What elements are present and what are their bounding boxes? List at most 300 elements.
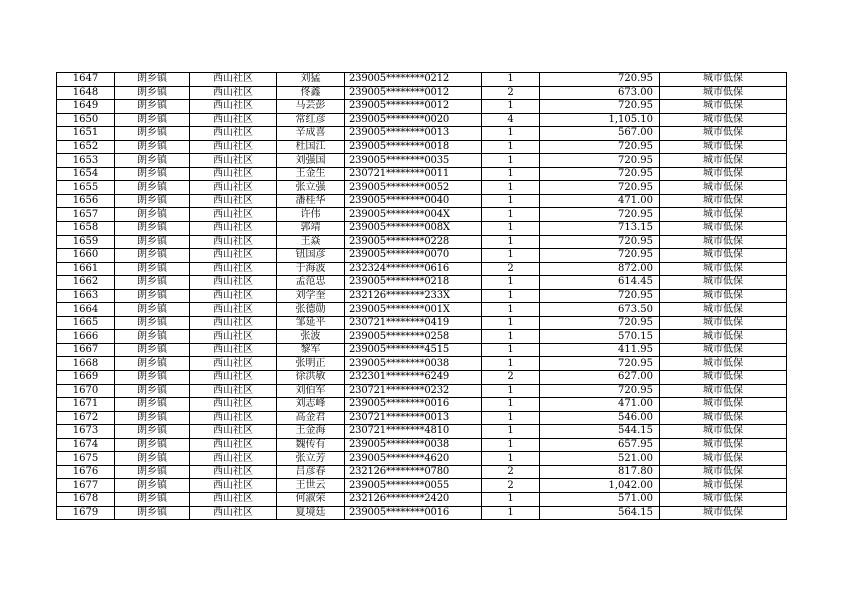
relief-type-cell: 城市低保 — [660, 127, 787, 141]
town-cell: 朗乡镇 — [115, 167, 190, 181]
community-cell: 西山社区 — [190, 86, 277, 100]
town-cell: 朗乡镇 — [115, 140, 190, 154]
community-cell: 西山社区 — [190, 465, 277, 479]
town-cell: 朗乡镇 — [115, 506, 190, 520]
row-number-cell: 1678 — [57, 492, 115, 506]
town-cell: 朗乡镇 — [115, 194, 190, 208]
row-number-cell: 1651 — [57, 127, 115, 141]
town-cell: 朗乡镇 — [115, 303, 190, 317]
id-number-cell: 239005********0012 — [345, 86, 482, 100]
household-size-cell: 2 — [482, 465, 540, 479]
id-number-cell: 239005********0070 — [345, 249, 482, 263]
community-cell: 西山社区 — [190, 140, 277, 154]
name-cell: 夏境廷 — [277, 506, 345, 520]
table-row — [57, 465, 787, 479]
id-number-cell: 239005********0218 — [345, 276, 482, 290]
table-row — [57, 357, 787, 371]
id-number-cell: 230721********0013 — [345, 411, 482, 425]
amount-cell: 673.50 — [540, 303, 660, 317]
table-row — [57, 506, 787, 520]
town-cell: 朗乡镇 — [115, 398, 190, 412]
relief-type-cell: 城市低保 — [660, 330, 787, 344]
name-cell: 徐洪敏 — [277, 371, 345, 385]
community-cell: 西山社区 — [190, 127, 277, 141]
relief-type-cell: 城市低保 — [660, 438, 787, 452]
table-row — [57, 479, 787, 493]
id-number-cell: 239005********001X — [345, 303, 482, 317]
relief-type-cell: 城市低保 — [660, 506, 787, 520]
amount-cell: 720.95 — [540, 73, 660, 87]
household-size-cell: 1 — [482, 73, 540, 87]
community-cell: 西山社区 — [190, 398, 277, 412]
row-number-cell: 1650 — [57, 113, 115, 127]
relief-type-cell: 城市低保 — [660, 194, 787, 208]
relief-type-cell: 城市低保 — [660, 289, 787, 303]
table-row — [57, 113, 787, 127]
table-row — [57, 343, 787, 357]
table-row — [57, 289, 787, 303]
row-number-cell: 1670 — [57, 384, 115, 398]
name-cell: 张波 — [277, 330, 345, 344]
household-size-cell: 4 — [482, 113, 540, 127]
name-cell: 刘猛 — [277, 73, 345, 87]
relief-type-cell: 城市低保 — [660, 222, 787, 236]
town-cell: 朗乡镇 — [115, 384, 190, 398]
relief-type-cell: 城市低保 — [660, 113, 787, 127]
household-size-cell: 1 — [482, 235, 540, 249]
town-cell: 朗乡镇 — [115, 249, 190, 263]
town-cell: 朗乡镇 — [115, 262, 190, 276]
amount-cell: 872.00 — [540, 262, 660, 276]
household-size-cell: 1 — [482, 425, 540, 439]
amount-cell: 1,042.00 — [540, 479, 660, 493]
row-number-cell: 1665 — [57, 316, 115, 330]
amount-cell: 817.80 — [540, 465, 660, 479]
town-cell: 朗乡镇 — [115, 208, 190, 222]
row-number-cell: 1677 — [57, 479, 115, 493]
name-cell: 高金君 — [277, 411, 345, 425]
id-number-cell: 239005********0038 — [345, 438, 482, 452]
name-cell: 张德勋 — [277, 303, 345, 317]
town-cell: 朗乡镇 — [115, 113, 190, 127]
relief-type-cell: 城市低保 — [660, 479, 787, 493]
id-number-cell: 232301********6249 — [345, 371, 482, 385]
household-size-cell: 1 — [482, 303, 540, 317]
amount-cell: 657.95 — [540, 438, 660, 452]
row-number-cell: 1657 — [57, 208, 115, 222]
amount-cell: 544.15 — [540, 425, 660, 439]
row-number-cell: 1647 — [57, 73, 115, 87]
table-row — [57, 235, 787, 249]
table-row — [57, 303, 787, 317]
row-number-cell: 1656 — [57, 194, 115, 208]
spreadsheet-page — [56, 72, 787, 520]
relief-type-cell: 城市低保 — [660, 452, 787, 466]
name-cell: 吕彦春 — [277, 465, 345, 479]
row-number-cell: 1664 — [57, 303, 115, 317]
row-number-cell: 1673 — [57, 425, 115, 439]
household-size-cell: 1 — [482, 357, 540, 371]
relief-type-cell: 城市低保 — [660, 384, 787, 398]
id-number-cell: 239005********0013 — [345, 127, 482, 141]
relief-type-cell: 城市低保 — [660, 262, 787, 276]
relief-type-cell: 城市低保 — [660, 492, 787, 506]
row-number-cell: 1661 — [57, 262, 115, 276]
id-number-cell: 239005********4620 — [345, 452, 482, 466]
id-number-cell: 239005********4515 — [345, 343, 482, 357]
relief-type-cell: 城市低保 — [660, 316, 787, 330]
table-row — [57, 86, 787, 100]
name-cell: 孟范忠 — [277, 276, 345, 290]
table-row — [57, 154, 787, 168]
household-size-cell: 1 — [482, 249, 540, 263]
relief-type-cell: 城市低保 — [660, 100, 787, 114]
community-cell: 西山社区 — [190, 479, 277, 493]
amount-cell: 564.15 — [540, 506, 660, 520]
id-number-cell: 239005********004X — [345, 208, 482, 222]
household-size-cell: 2 — [482, 262, 540, 276]
household-size-cell: 2 — [482, 371, 540, 385]
name-cell: 钮国彦 — [277, 249, 345, 263]
community-cell: 西山社区 — [190, 492, 277, 506]
community-cell: 西山社区 — [190, 452, 277, 466]
id-number-cell: 230721********0419 — [345, 316, 482, 330]
town-cell: 朗乡镇 — [115, 425, 190, 439]
household-size-cell: 1 — [482, 127, 540, 141]
name-cell: 马芸彭 — [277, 100, 345, 114]
id-number-cell: 232126********233X — [345, 289, 482, 303]
community-cell: 西山社区 — [190, 289, 277, 303]
community-cell: 西山社区 — [190, 100, 277, 114]
amount-cell: 411.95 — [540, 343, 660, 357]
id-number-cell: 239005********008X — [345, 222, 482, 236]
household-size-cell: 1 — [482, 438, 540, 452]
row-number-cell: 1669 — [57, 371, 115, 385]
household-size-cell: 1 — [482, 154, 540, 168]
town-cell: 朗乡镇 — [115, 222, 190, 236]
town-cell: 朗乡镇 — [115, 371, 190, 385]
town-cell: 朗乡镇 — [115, 127, 190, 141]
amount-cell: 720.95 — [540, 208, 660, 222]
name-cell: 常红彦 — [277, 113, 345, 127]
name-cell: 郭靖 — [277, 222, 345, 236]
household-size-cell: 1 — [482, 194, 540, 208]
amount-cell: 720.95 — [540, 249, 660, 263]
town-cell: 朗乡镇 — [115, 452, 190, 466]
town-cell: 朗乡镇 — [115, 316, 190, 330]
row-number-cell: 1662 — [57, 276, 115, 290]
row-number-cell: 1674 — [57, 438, 115, 452]
household-size-cell: 1 — [482, 208, 540, 222]
town-cell: 朗乡镇 — [115, 357, 190, 371]
table-row — [57, 100, 787, 114]
row-number-cell: 1671 — [57, 398, 115, 412]
table-row — [57, 194, 787, 208]
table-body — [57, 73, 787, 520]
id-number-cell: 239005********0035 — [345, 154, 482, 168]
relief-type-cell: 城市低保 — [660, 73, 787, 87]
relief-type-cell: 城市低保 — [660, 167, 787, 181]
amount-cell: 720.95 — [540, 289, 660, 303]
town-cell: 朗乡镇 — [115, 73, 190, 87]
id-number-cell: 239005********0018 — [345, 140, 482, 154]
table-row — [57, 262, 787, 276]
community-cell: 西山社区 — [190, 208, 277, 222]
table-row — [57, 438, 787, 452]
name-cell: 王焱 — [277, 235, 345, 249]
relief-type-cell: 城市低保 — [660, 465, 787, 479]
community-cell: 西山社区 — [190, 194, 277, 208]
name-cell: 刘志峰 — [277, 398, 345, 412]
amount-cell: 720.95 — [540, 235, 660, 249]
household-size-cell: 1 — [482, 411, 540, 425]
table-row — [57, 249, 787, 263]
relief-roster-table — [56, 72, 787, 520]
id-number-cell: 232126********0780 — [345, 465, 482, 479]
household-size-cell: 2 — [482, 86, 540, 100]
id-number-cell: 239005********0052 — [345, 181, 482, 195]
name-cell: 邹延平 — [277, 316, 345, 330]
amount-cell: 720.95 — [540, 384, 660, 398]
amount-cell: 720.95 — [540, 154, 660, 168]
row-number-cell: 1652 — [57, 140, 115, 154]
town-cell: 朗乡镇 — [115, 492, 190, 506]
amount-cell: 571.00 — [540, 492, 660, 506]
table-row — [57, 181, 787, 195]
community-cell: 西山社区 — [190, 249, 277, 263]
household-size-cell: 1 — [482, 276, 540, 290]
row-number-cell: 1660 — [57, 249, 115, 263]
household-size-cell: 1 — [482, 384, 540, 398]
relief-type-cell: 城市低保 — [660, 154, 787, 168]
table-row — [57, 167, 787, 181]
name-cell: 潘桂华 — [277, 194, 345, 208]
community-cell: 西山社区 — [190, 384, 277, 398]
town-cell: 朗乡镇 — [115, 100, 190, 114]
amount-cell: 471.00 — [540, 194, 660, 208]
household-size-cell: 1 — [482, 140, 540, 154]
name-cell: 辛成喜 — [277, 127, 345, 141]
id-number-cell: 239005********0055 — [345, 479, 482, 493]
row-number-cell: 1668 — [57, 357, 115, 371]
id-number-cell: 230721********4810 — [345, 425, 482, 439]
amount-cell: 1,105.10 — [540, 113, 660, 127]
relief-type-cell: 城市低保 — [660, 181, 787, 195]
id-number-cell: 239005********0016 — [345, 506, 482, 520]
row-number-cell: 1679 — [57, 506, 115, 520]
amount-cell: 720.95 — [540, 167, 660, 181]
household-size-cell: 1 — [482, 398, 540, 412]
household-size-cell: 1 — [482, 100, 540, 114]
community-cell: 西山社区 — [190, 303, 277, 317]
town-cell: 朗乡镇 — [115, 465, 190, 479]
row-number-cell: 1672 — [57, 411, 115, 425]
town-cell: 朗乡镇 — [115, 289, 190, 303]
community-cell: 西山社区 — [190, 330, 277, 344]
name-cell: 黎军 — [277, 343, 345, 357]
town-cell: 朗乡镇 — [115, 86, 190, 100]
table-row — [57, 411, 787, 425]
name-cell: 佟鑫 — [277, 86, 345, 100]
amount-cell: 567.00 — [540, 127, 660, 141]
name-cell: 魏传有 — [277, 438, 345, 452]
town-cell: 朗乡镇 — [115, 479, 190, 493]
name-cell: 张明正 — [277, 357, 345, 371]
relief-type-cell: 城市低保 — [660, 235, 787, 249]
id-number-cell: 232324********0616 — [345, 262, 482, 276]
relief-type-cell: 城市低保 — [660, 140, 787, 154]
table-row — [57, 316, 787, 330]
relief-type-cell: 城市低保 — [660, 208, 787, 222]
household-size-cell: 1 — [482, 343, 540, 357]
amount-cell: 673.00 — [540, 86, 660, 100]
household-size-cell: 1 — [482, 181, 540, 195]
town-cell: 朗乡镇 — [115, 235, 190, 249]
table-row — [57, 73, 787, 87]
id-number-cell: 239005********0012 — [345, 100, 482, 114]
household-size-cell: 1 — [482, 316, 540, 330]
id-number-cell: 230721********0011 — [345, 167, 482, 181]
community-cell: 西山社区 — [190, 371, 277, 385]
name-cell: 刘学奎 — [277, 289, 345, 303]
town-cell: 朗乡镇 — [115, 438, 190, 452]
table-row — [57, 276, 787, 290]
relief-type-cell: 城市低保 — [660, 371, 787, 385]
community-cell: 西山社区 — [190, 438, 277, 452]
table-row — [57, 398, 787, 412]
community-cell: 西山社区 — [190, 506, 277, 520]
table-row — [57, 140, 787, 154]
id-number-cell: 239005********0228 — [345, 235, 482, 249]
name-cell: 王金海 — [277, 425, 345, 439]
row-number-cell: 1675 — [57, 452, 115, 466]
amount-cell: 546.00 — [540, 411, 660, 425]
town-cell: 朗乡镇 — [115, 330, 190, 344]
relief-type-cell: 城市低保 — [660, 425, 787, 439]
relief-type-cell: 城市低保 — [660, 86, 787, 100]
row-number-cell: 1666 — [57, 330, 115, 344]
household-size-cell: 2 — [482, 479, 540, 493]
community-cell: 西山社区 — [190, 167, 277, 181]
id-number-cell: 239005********0016 — [345, 398, 482, 412]
id-number-cell: 239005********0212 — [345, 73, 482, 87]
name-cell: 许伟 — [277, 208, 345, 222]
table-row — [57, 452, 787, 466]
relief-type-cell: 城市低保 — [660, 249, 787, 263]
name-cell: 于海波 — [277, 262, 345, 276]
name-cell: 张立芳 — [277, 452, 345, 466]
id-number-cell: 239005********0020 — [345, 113, 482, 127]
table-row — [57, 425, 787, 439]
table-row — [57, 208, 787, 222]
amount-cell: 720.95 — [540, 181, 660, 195]
row-number-cell: 1667 — [57, 343, 115, 357]
id-number-cell: 230721********0232 — [345, 384, 482, 398]
community-cell: 西山社区 — [190, 357, 277, 371]
community-cell: 西山社区 — [190, 411, 277, 425]
amount-cell: 471.00 — [540, 398, 660, 412]
row-number-cell: 1653 — [57, 154, 115, 168]
town-cell: 朗乡镇 — [115, 411, 190, 425]
amount-cell: 720.95 — [540, 357, 660, 371]
relief-type-cell: 城市低保 — [660, 276, 787, 290]
community-cell: 西山社区 — [190, 235, 277, 249]
household-size-cell: 1 — [482, 330, 540, 344]
table-row — [57, 127, 787, 141]
community-cell: 西山社区 — [190, 181, 277, 195]
household-size-cell: 1 — [482, 167, 540, 181]
row-number-cell: 1658 — [57, 222, 115, 236]
relief-type-cell: 城市低保 — [660, 357, 787, 371]
row-number-cell: 1676 — [57, 465, 115, 479]
amount-cell: 720.95 — [540, 100, 660, 114]
amount-cell: 720.95 — [540, 140, 660, 154]
household-size-cell: 1 — [482, 492, 540, 506]
amount-cell: 720.95 — [540, 316, 660, 330]
amount-cell: 627.00 — [540, 371, 660, 385]
amount-cell: 614.45 — [540, 276, 660, 290]
amount-cell: 713.15 — [540, 222, 660, 236]
relief-type-cell: 城市低保 — [660, 398, 787, 412]
relief-type-cell: 城市低保 — [660, 343, 787, 357]
row-number-cell: 1655 — [57, 181, 115, 195]
table-row — [57, 384, 787, 398]
table-row — [57, 371, 787, 385]
name-cell: 王世云 — [277, 479, 345, 493]
id-number-cell: 239005********0258 — [345, 330, 482, 344]
community-cell: 西山社区 — [190, 276, 277, 290]
community-cell: 西山社区 — [190, 113, 277, 127]
table-row — [57, 492, 787, 506]
name-cell: 杜国江 — [277, 140, 345, 154]
community-cell: 西山社区 — [190, 425, 277, 439]
name-cell: 刘强国 — [277, 154, 345, 168]
name-cell: 刘伯军 — [277, 384, 345, 398]
row-number-cell: 1659 — [57, 235, 115, 249]
household-size-cell: 1 — [482, 506, 540, 520]
town-cell: 朗乡镇 — [115, 154, 190, 168]
community-cell: 西山社区 — [190, 316, 277, 330]
community-cell: 西山社区 — [190, 154, 277, 168]
id-number-cell: 239005********0040 — [345, 194, 482, 208]
row-number-cell: 1663 — [57, 289, 115, 303]
amount-cell: 521.00 — [540, 452, 660, 466]
table-row — [57, 222, 787, 236]
row-number-cell: 1648 — [57, 86, 115, 100]
community-cell: 西山社区 — [190, 222, 277, 236]
table-row — [57, 330, 787, 344]
community-cell: 西山社区 — [190, 343, 277, 357]
name-cell: 张立强 — [277, 181, 345, 195]
name-cell: 王金生 — [277, 167, 345, 181]
relief-type-cell: 城市低保 — [660, 303, 787, 317]
household-size-cell: 1 — [482, 289, 540, 303]
name-cell: 何淑荣 — [277, 492, 345, 506]
town-cell: 朗乡镇 — [115, 276, 190, 290]
amount-cell: 570.15 — [540, 330, 660, 344]
row-number-cell: 1649 — [57, 100, 115, 114]
household-size-cell: 1 — [482, 452, 540, 466]
id-number-cell: 232126********2420 — [345, 492, 482, 506]
town-cell: 朗乡镇 — [115, 181, 190, 195]
id-number-cell: 239005********0038 — [345, 357, 482, 371]
row-number-cell: 1654 — [57, 167, 115, 181]
community-cell: 西山社区 — [190, 262, 277, 276]
relief-type-cell: 城市低保 — [660, 411, 787, 425]
town-cell: 朗乡镇 — [115, 343, 190, 357]
community-cell: 西山社区 — [190, 73, 277, 87]
household-size-cell: 1 — [482, 222, 540, 236]
